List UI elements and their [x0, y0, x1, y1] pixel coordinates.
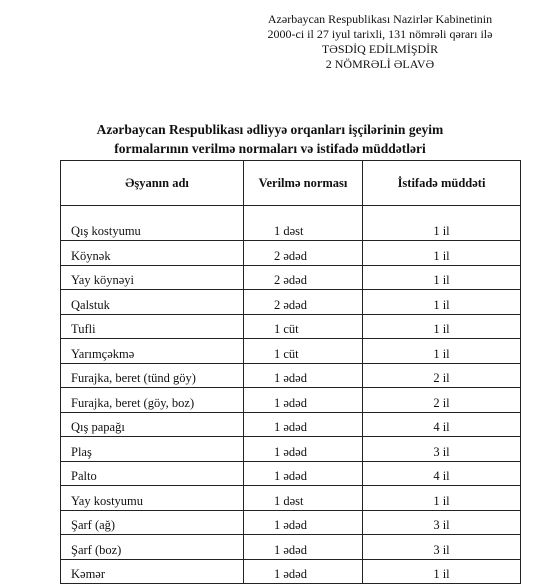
issue-norm-text: 2 ədəd [274, 297, 307, 312]
cell-item-name: Yay köynəyi [61, 265, 244, 290]
cell-item-name: Şarf (ağ) [61, 510, 244, 535]
cell-item-name: Şarf (boz) [61, 535, 244, 560]
cell-issue-norm [244, 339, 363, 364]
cell-usage-period: 1 il [363, 339, 521, 364]
table-row [61, 535, 521, 560]
cell-item-name: Furajka, beret (tünd göy) [61, 363, 244, 388]
cell-usage-period: 1 il [363, 241, 521, 266]
issue-norm-text: 1 dəst [274, 224, 304, 238]
table-row [61, 437, 521, 462]
cell-usage-period: 1 il [363, 290, 521, 315]
issue-norm-text: 1 cüt [274, 322, 299, 336]
header-issue-norm: Verilmə norması [244, 161, 363, 206]
table-row [61, 510, 521, 535]
cell-issue-norm [244, 241, 363, 266]
cell-item-name: Qış papağı [61, 412, 244, 437]
header-line-2: 2000-ci il 27 iyul tarixli, 131 nömrəli qərarı ilə [267, 27, 493, 41]
issue-norm-text: 1 ədəd [274, 395, 307, 410]
table-row [61, 206, 521, 241]
table-row [61, 559, 521, 584]
header-line-1: Azərbaycan Respublikası Nazirlər Kabinetinin [267, 12, 493, 26]
cell-usage-period: 2 il [363, 363, 521, 388]
header-item-name: Əşyanın adı [61, 161, 244, 206]
cell-item-name: Furajka, beret (göy, boz) [61, 388, 244, 413]
table-row [61, 461, 521, 486]
cell-issue-norm [244, 437, 363, 462]
cell-issue-norm [244, 265, 363, 290]
cell-issue-norm [244, 486, 363, 511]
cell-usage-period: 1 il [363, 559, 521, 584]
issue-norm-text: 1 ədəd [274, 420, 307, 434]
cell-usage-period: 4 il [363, 412, 521, 437]
cell-item-name: Yarımçəkmə [61, 339, 244, 364]
approval-header [230, 12, 530, 72]
cell-issue-norm [244, 461, 363, 486]
table-header-row [61, 161, 521, 206]
issue-norm-text: 1 ədəd [274, 444, 307, 459]
cell-issue-norm [244, 314, 363, 339]
title-line-1: Azərbaycan Respublikası ədliyyə orqanları işçilərinin geyim [96, 122, 444, 137]
table-body [61, 206, 521, 584]
issue-norm-text: 2 ədəd [274, 248, 307, 263]
cell-usage-period: 1 il [363, 265, 521, 290]
cell-usage-period: 1 il [363, 206, 521, 241]
issue-norm-text: 2 ədəd [274, 273, 307, 287]
cell-item-name: Plaş [61, 437, 244, 462]
cell-usage-period: 3 il [363, 535, 521, 560]
cell-usage-period: 4 il [363, 461, 521, 486]
cell-issue-norm [244, 363, 363, 388]
cell-usage-period: 3 il [363, 437, 521, 462]
issue-norm-text: 1 dəst [274, 493, 304, 508]
issue-norm-text: 1 ədəd [274, 518, 307, 532]
header-line-4: 2 NÖMRƏLİ ƏLAVƏ [325, 57, 435, 71]
table-row [61, 314, 521, 339]
cell-issue-norm [244, 412, 363, 437]
table-row [61, 241, 521, 266]
issue-norm-text: 1 ədəd [274, 542, 307, 557]
header-usage-period: İstifadə müddəti [363, 161, 521, 206]
title-line-2: formalarının verilmə normaları və istifadə müddətləri [114, 141, 426, 156]
cell-item-name: Qış kostyumu [61, 206, 244, 241]
table-row [61, 486, 521, 511]
issue-norm-text: 1 ədəd [274, 469, 307, 483]
cell-item-name: Yay kostyumu [61, 486, 244, 511]
uniform-norms-table [60, 160, 521, 584]
table-row [61, 265, 521, 290]
issue-norm-text: 1 ədəd [274, 567, 307, 581]
cell-usage-period: 3 il [363, 510, 521, 535]
table-row [61, 388, 521, 413]
cell-usage-period: 1 il [363, 314, 521, 339]
table-row [61, 339, 521, 364]
cell-issue-norm [244, 290, 363, 315]
table-row [61, 290, 521, 315]
table-row [61, 363, 521, 388]
cell-item-name: Köynək [61, 241, 244, 266]
issue-norm-text: 1 ədəd [274, 371, 307, 385]
cell-item-name: Tufli [61, 314, 244, 339]
cell-item-name: Kəmər [61, 559, 244, 584]
cell-issue-norm [244, 388, 363, 413]
cell-usage-period: 2 il [363, 388, 521, 413]
cell-item-name: Palto [61, 461, 244, 486]
cell-item-name: Qalstuk [61, 290, 244, 315]
cell-issue-norm [244, 535, 363, 560]
cell-issue-norm [244, 206, 363, 241]
header-line-3: TƏSDİQ EDİLMİŞDİR [321, 42, 439, 56]
cell-issue-norm [244, 559, 363, 584]
table-row [61, 412, 521, 437]
issue-norm-text: 1 cüt [274, 346, 299, 361]
cell-issue-norm [244, 510, 363, 535]
document-title [20, 120, 520, 158]
cell-usage-period: 1 il [363, 486, 521, 511]
